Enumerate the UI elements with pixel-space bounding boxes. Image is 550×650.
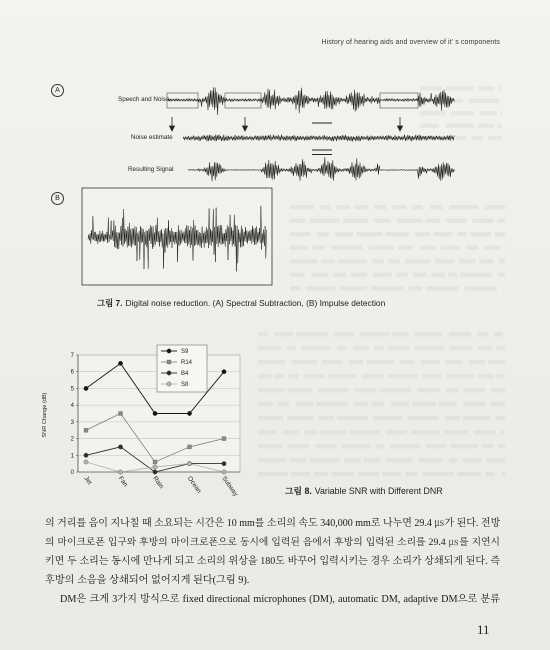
y-tick-label: 0 bbox=[70, 470, 74, 476]
data-point-S9-Rain bbox=[153, 411, 157, 415]
bleed-through-text bbox=[367, 360, 394, 365]
bleed-through-text bbox=[296, 332, 327, 337]
bleed-through-text bbox=[258, 346, 281, 351]
figure-8-caption-label: 그림 8. bbox=[285, 486, 312, 496]
speech-and-noise-label: Speech and Noise bbox=[118, 96, 170, 103]
figure-7-caption-text: Digital noise reduction. (A) Spectral Subtraction, (B) Impulse detection bbox=[125, 298, 386, 308]
bleed-through-text bbox=[258, 416, 283, 421]
bleed-through-text bbox=[353, 346, 369, 351]
figure-8-caption bbox=[285, 484, 443, 497]
data-point-S8-Fan bbox=[118, 470, 122, 474]
bleed-through-text bbox=[474, 430, 496, 435]
bleed-through-text bbox=[483, 444, 493, 449]
bleed-through-text bbox=[376, 444, 384, 449]
bleed-through-text bbox=[329, 374, 357, 379]
bleed-through-text bbox=[386, 430, 407, 435]
x-tick-label: Fan bbox=[116, 475, 129, 489]
y-tick-label: 4 bbox=[70, 403, 74, 410]
bleed-through-text bbox=[449, 458, 457, 463]
legend-marker-B4 bbox=[167, 371, 171, 375]
legend-marker-R14 bbox=[167, 360, 171, 364]
bleed-through-text bbox=[380, 388, 411, 393]
bleed-through-text bbox=[317, 402, 348, 407]
bleed-through-text bbox=[451, 444, 477, 449]
bleed-through-text bbox=[496, 346, 505, 351]
data-point-B4-Rain bbox=[153, 470, 157, 474]
bleed-through-text bbox=[274, 374, 284, 379]
data-point-S9-Ocean bbox=[187, 411, 191, 415]
bleed-through-text bbox=[318, 388, 348, 393]
bleed-through-text bbox=[496, 416, 505, 421]
data-point-B4-Fan bbox=[118, 445, 122, 449]
data-point-B4-Subway bbox=[222, 461, 226, 465]
bleed-through-text bbox=[464, 388, 485, 393]
panel-b-marker: B bbox=[51, 192, 64, 205]
bleed-through-text bbox=[497, 374, 505, 379]
data-point-S9-Jet bbox=[84, 386, 88, 390]
bleed-through-text bbox=[289, 374, 299, 379]
data-point-S9-Fan bbox=[118, 361, 122, 365]
bleed-through-text bbox=[287, 416, 313, 421]
bleed-through-text bbox=[491, 402, 506, 407]
chart-legend bbox=[157, 345, 207, 392]
legend-marker-S9 bbox=[167, 349, 171, 353]
equals-sign bbox=[312, 150, 332, 155]
bleed-through-text bbox=[447, 374, 474, 379]
legend-label-R14: R14 bbox=[181, 360, 193, 367]
bleed-through-text bbox=[446, 388, 459, 393]
bleed-through-text bbox=[501, 430, 505, 435]
data-point-R14-Ocean bbox=[188, 445, 192, 449]
y-tick-label: 6 bbox=[70, 369, 74, 376]
bleed-through-text bbox=[349, 360, 363, 365]
bleed-through-text bbox=[355, 388, 376, 393]
bleed-through-text bbox=[487, 458, 505, 463]
bleed-through-text bbox=[391, 444, 421, 449]
arrow-down-icon bbox=[398, 117, 403, 131]
bleed-through-text bbox=[499, 444, 505, 449]
bleed-through-text bbox=[393, 332, 409, 337]
bleed-through-text bbox=[360, 332, 389, 337]
legend-label-S9: S9 bbox=[181, 349, 189, 356]
data-point-R14-Rain bbox=[153, 460, 157, 464]
bleed-through-text bbox=[415, 332, 443, 337]
speech-and-noise-waveform bbox=[168, 87, 454, 115]
bleed-through-text bbox=[469, 360, 485, 365]
body-text-line: 후방의 소음을 상쇄되어 없어지게 된다(그림 9). bbox=[45, 575, 250, 586]
bleed-through-text bbox=[415, 346, 444, 351]
figure-8-caption-text: Variable SNR with Different DNR bbox=[314, 486, 443, 496]
y-tick-label: 2 bbox=[70, 436, 74, 443]
x-tick-label: Rain bbox=[151, 475, 165, 490]
bleed-through-text bbox=[364, 458, 380, 463]
x-tick-label: Ocean bbox=[185, 475, 203, 495]
bleed-through-text bbox=[417, 388, 440, 393]
bleed-through-text bbox=[449, 332, 471, 337]
bleed-through-text bbox=[337, 346, 346, 351]
arrow-down-icon bbox=[243, 117, 248, 131]
bleed-through-text bbox=[342, 444, 371, 449]
bleed-through-text bbox=[491, 388, 505, 393]
bleed-through-text bbox=[354, 402, 368, 407]
bleed-through-text bbox=[419, 458, 442, 463]
body-text-line: 의 마이크로폰 입구와 후방의 마이크로폰으로 동시에 입력된 음에서 후방의 입력된 소리를 29.4 ㎲를 지연시 bbox=[45, 537, 500, 548]
bleed-through-text bbox=[457, 472, 481, 477]
bleed-through-text bbox=[274, 332, 293, 337]
bleed-through-text bbox=[423, 374, 442, 379]
bleed-through-text bbox=[446, 416, 460, 421]
bleed-through-text bbox=[412, 402, 436, 407]
bleed-through-text bbox=[401, 360, 415, 365]
legend-marker-S8 bbox=[167, 382, 171, 386]
bleed-through-text bbox=[258, 430, 277, 435]
figure-7-diagram bbox=[0, 0, 550, 300]
bleed-through-text bbox=[450, 346, 473, 351]
body-text-line: 의 거리를 음이 지나칠 때 소요되는 시간은 10 mm를 소리의 속도 340,000 mm로 나누면 29.4 ㎲가 된다. 전방 bbox=[45, 518, 500, 529]
bleed-through-text bbox=[292, 360, 317, 365]
data-point-R14-Fan bbox=[119, 412, 123, 416]
bleed-through-text bbox=[439, 402, 457, 407]
bleed-through-text bbox=[478, 346, 493, 351]
bleed-through-text bbox=[301, 346, 330, 351]
bleed-through-text bbox=[463, 402, 485, 407]
bleed-through-text bbox=[333, 332, 355, 337]
legend-label-S8: S8 bbox=[181, 382, 189, 389]
bleed-through-text bbox=[446, 360, 463, 365]
bleed-through-text bbox=[278, 402, 289, 407]
legend-label-B4: B4 bbox=[181, 371, 189, 378]
bleed-through-text bbox=[494, 332, 503, 337]
bleed-through-text bbox=[445, 430, 468, 435]
bleed-through-text bbox=[258, 472, 288, 477]
bleed-through-text bbox=[421, 360, 440, 365]
bleed-through-text bbox=[283, 430, 299, 435]
bleed-through-text bbox=[382, 472, 401, 477]
bleed-through-text bbox=[316, 444, 337, 449]
y-tick-label: 7 bbox=[70, 353, 74, 359]
bleed-through-text bbox=[331, 472, 353, 477]
bleed-through-text bbox=[304, 430, 316, 435]
y-tick-label: 1 bbox=[70, 453, 74, 460]
bleed-through-text bbox=[291, 472, 310, 477]
bleed-through-text bbox=[319, 430, 345, 435]
bleed-through-text bbox=[288, 388, 312, 393]
bleed-through-text bbox=[502, 472, 505, 477]
bleed-through-text bbox=[464, 416, 491, 421]
resulting-signal-label: Resulting Signal bbox=[128, 166, 174, 173]
bleed-through-text bbox=[373, 416, 402, 421]
panel-a-marker: A bbox=[51, 84, 64, 97]
bleed-through-text bbox=[310, 458, 340, 463]
bleed-through-text bbox=[318, 416, 334, 421]
bleed-through-text bbox=[463, 458, 481, 463]
x-tick-label: Subway bbox=[220, 475, 240, 498]
resulting-signal-waveform bbox=[188, 157, 454, 181]
bleed-through-text bbox=[422, 472, 454, 477]
arrow-down-icon bbox=[170, 117, 175, 131]
data-point-B4-Jet bbox=[84, 453, 88, 457]
data-point-S8-Jet bbox=[84, 460, 88, 464]
bleed-through-text bbox=[258, 444, 283, 449]
y-tick-label: 3 bbox=[70, 419, 74, 426]
body-text-line: 키면 두 소리는 동시에 만나게 되고 소리의 위상을 180도 바꾸어 입력시키는 경우 소리가 상쇄되게 된다. 즉 bbox=[45, 556, 500, 567]
figure-7-caption-label: 그림 7. bbox=[97, 298, 123, 308]
bleed-through-text bbox=[405, 472, 417, 477]
bleed-through-text bbox=[258, 360, 285, 365]
page-number: 11 bbox=[477, 622, 490, 637]
bleed-through-text bbox=[358, 472, 380, 477]
x-tick-label: Jet bbox=[82, 475, 93, 487]
data-point-R14-Subway bbox=[222, 437, 226, 441]
bleed-through-text bbox=[387, 374, 418, 379]
bleed-through-text bbox=[288, 444, 309, 449]
bleed-through-text bbox=[258, 402, 273, 407]
data-point-S8-Ocean bbox=[187, 461, 191, 465]
bleed-through-text bbox=[486, 472, 495, 477]
data-point-S9-Subway bbox=[222, 370, 226, 374]
bleed-through-text bbox=[426, 444, 445, 449]
bleed-through-text bbox=[258, 458, 286, 463]
data-point-S8-Subway bbox=[222, 470, 226, 474]
noise-estimate-waveform bbox=[183, 135, 454, 142]
bleed-through-text bbox=[371, 402, 384, 407]
bleed-through-text bbox=[362, 374, 384, 379]
body-text-line: DM은 크게 3가지 방식으로 fixed directional microphones (DM), automatic DM, adaptive DM으로 분류 bbox=[60, 594, 500, 605]
snr-line-chart bbox=[0, 335, 260, 510]
figure-7-caption bbox=[97, 297, 385, 309]
y-axis-label: SNR Change (dB) bbox=[42, 392, 48, 438]
running-header: History of hearing aids and overview of it' s components bbox=[321, 39, 500, 46]
bleed-through-text bbox=[350, 430, 380, 435]
data-point-S8-Rain bbox=[153, 465, 157, 469]
bleed-through-text bbox=[388, 346, 410, 351]
bleed-through-text bbox=[258, 388, 285, 393]
y-tick-label: 5 bbox=[70, 386, 74, 393]
bleed-through-text bbox=[477, 332, 488, 337]
bleed-through-text bbox=[374, 346, 384, 351]
noise-estimate-label: Noise estimate bbox=[131, 134, 173, 141]
bleed-through-text bbox=[386, 458, 413, 463]
bleed-through-text bbox=[290, 458, 307, 463]
bleed-through-text bbox=[409, 416, 440, 421]
bleed-through-text bbox=[304, 374, 325, 379]
bleed-through-text bbox=[337, 416, 368, 421]
bleed-through-text bbox=[411, 430, 440, 435]
bleed-through-text bbox=[314, 472, 328, 477]
bleed-through-text bbox=[345, 458, 361, 463]
bleed-through-text bbox=[391, 402, 409, 407]
data-point-R14-Jet bbox=[84, 428, 88, 432]
bleed-through-text bbox=[479, 374, 494, 379]
bleed-through-text bbox=[488, 360, 505, 365]
bleed-through-text bbox=[322, 360, 343, 365]
bleed-through-text bbox=[287, 346, 296, 351]
bleed-through-text bbox=[296, 402, 314, 407]
